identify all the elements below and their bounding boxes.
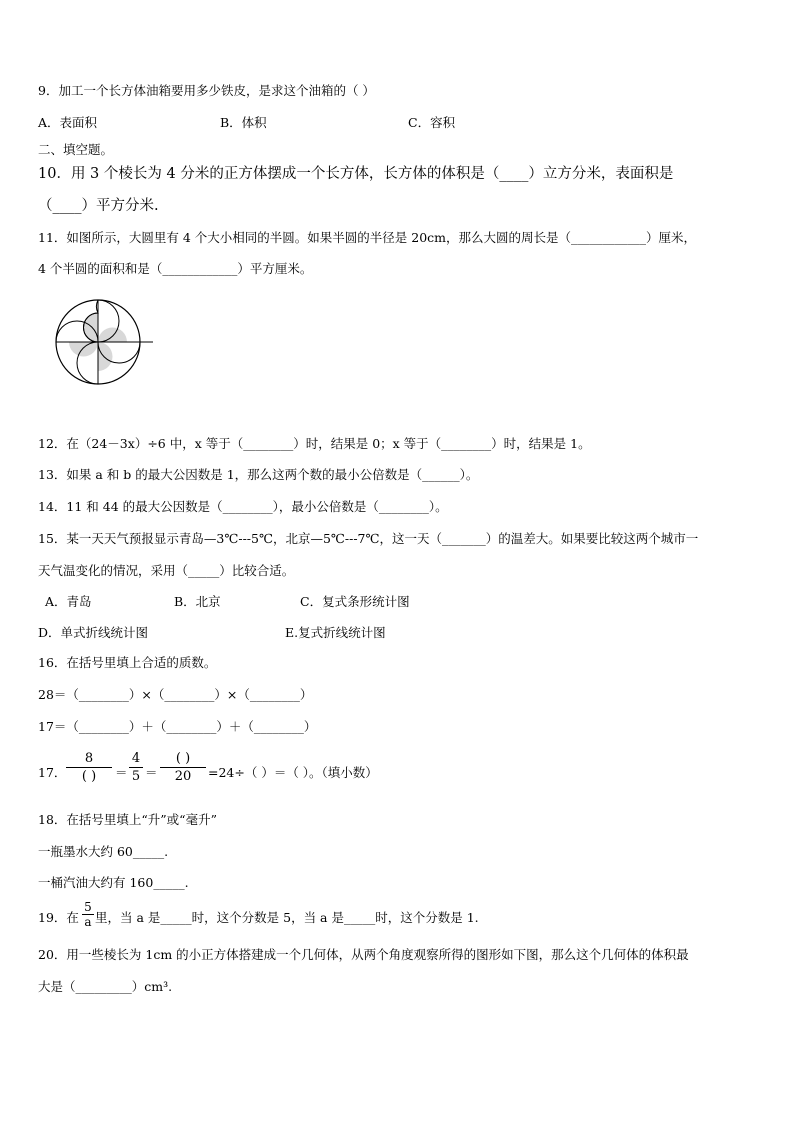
q11-line2: 4 个半圆的面积和是（____________）平方厘米。 — [38, 261, 313, 276]
q17-f3-numerator: ( ) — [175, 751, 191, 766]
q17-f2-denominator: 5 — [131, 769, 141, 784]
q15-option-a: A．青岛 — [45, 594, 92, 609]
q17-label: 17． — [38, 765, 67, 780]
section-heading: 二、填空题。 — [38, 142, 114, 157]
q13: 13．如果 a 和 b 的最大公因数是 1，那么这两个数的最小公倍数是（______）。 — [38, 467, 479, 482]
q11-line1: 11．如图所示，大圆里有 4 个大小相同的半圆。如果半圆的半径是 20cm，那么大圆的周长是（____________）厘米， — [38, 230, 697, 245]
q17-f2-numerator: 4 — [131, 751, 141, 766]
q18-line2: 一桶汽油大约有 160_____. — [38, 875, 189, 890]
q16-line2: 17＝（________）＋（________）＋（________） — [38, 719, 317, 734]
q9-option-b: B．体积 — [220, 115, 267, 130]
q16-line1: 28＝（________）×（________）×（________） — [38, 687, 313, 702]
q19-numerator: 5 — [84, 900, 92, 914]
q18-line1: 一瓶墨水大约 60_____. — [38, 844, 169, 859]
q10-line2: （____）平方分米. — [38, 198, 159, 214]
q20-line1: 20．用一些棱长为 1cm 的小正方体搭建成一个几何体，从两个角度观察所得的图形如下图，那么这个几何体的体积最 — [38, 947, 689, 962]
q19-post: 里，当 a 是_____时，这个分数是 5，当 a 是_____时，这个分数是 1. — [95, 910, 479, 925]
q17-equals-1: ＝ — [115, 765, 128, 780]
q10-line1: 10．用 3 个棱长为 4 分米的正方体摆成一个长方体，长方体的体积是（____）立方分米，表面积是 — [38, 166, 674, 182]
q17-fraction2 — [129, 751, 143, 784]
q16-title: 16．在括号里填上合适的质数。 — [38, 655, 217, 670]
q17-f1-numerator: 8 — [84, 751, 94, 766]
q19-denominator: a — [84, 915, 92, 929]
q20-line2: 大是（_________）cm³. — [38, 979, 173, 994]
q12: 12．在（24－3x）÷6 中，x 等于（________）时，结果是 0；x 等于（________）时，结果是 1。 — [38, 436, 591, 451]
q19-fraction — [82, 900, 94, 929]
q14: 14．11 和 44 的最大公因数是（________），最小公倍数是（________）。 — [38, 499, 448, 514]
q15-line2: 天气温变化的情况，采用（_____）比较合适。 — [38, 563, 295, 578]
q17-fraction3 — [160, 751, 206, 784]
q15-line1: 15．某一天天气预报显示青岛—3℃---5℃，北京—5℃---7℃，这一天（_______）的温差大。如果要比较这两个城市一 — [38, 531, 699, 546]
q15-option-c: C．复式条形统计图 — [300, 594, 410, 609]
q18-title: 18．在括号里填上“升”或“毫升” — [38, 812, 217, 827]
q9-stem: 9．加工一个长方体油箱要用多少铁皮，是求这个油箱的（ ） — [38, 83, 375, 98]
q19-pre: 19．在 — [38, 910, 79, 925]
q9-option-c: C．容积 — [408, 115, 456, 130]
q15-option-d: D．单式折线统计图 — [38, 625, 149, 640]
circle-semicircles-figure — [40, 299, 160, 385]
q15-option-e: E.复式折线统计图 — [285, 625, 386, 640]
q9-option-a: A．表面积 — [38, 115, 98, 130]
q17-equals-2: ＝ — [145, 765, 158, 780]
q17-f1-denominator: ( ) — [81, 769, 97, 784]
q17-tail: =24÷（ ）＝（ ）。（填小数） — [208, 765, 378, 780]
q15-option-b: B．北京 — [174, 594, 221, 609]
q17-f3-denominator: 20 — [174, 769, 192, 784]
q17-fraction1 — [66, 751, 112, 784]
